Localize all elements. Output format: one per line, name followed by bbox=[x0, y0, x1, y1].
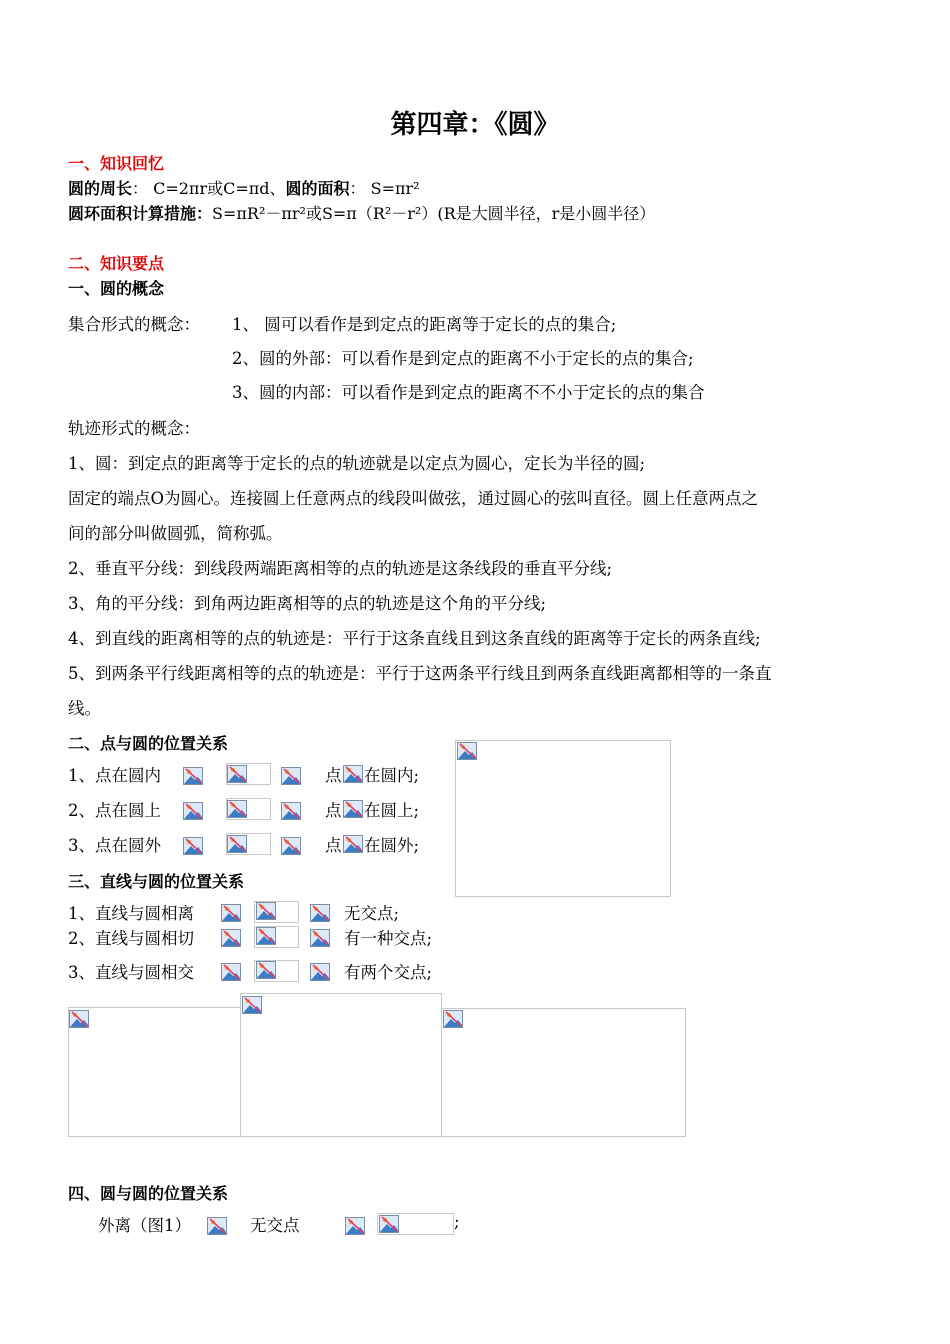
broken-image-icon bbox=[227, 835, 247, 853]
broken-image-icon bbox=[310, 904, 330, 922]
point-row-label: 2、点在圆上 bbox=[68, 801, 161, 820]
broken-image-icon bbox=[221, 963, 241, 981]
set-concept-label: 集合形式的概念： bbox=[68, 315, 200, 334]
area-label: 圆的面积 bbox=[285, 179, 350, 198]
figure-line-tangent bbox=[240, 993, 442, 1137]
circle-row-end: ; bbox=[454, 1212, 460, 1231]
subheading-point-circle: 二、点与圆的位置关系 bbox=[68, 734, 229, 753]
line-row-result: 无交点; bbox=[344, 904, 400, 923]
broken-image-icon bbox=[256, 961, 276, 979]
broken-image-icon bbox=[256, 902, 276, 920]
broken-image-icon bbox=[183, 837, 203, 855]
circle-row-result: 无交点 bbox=[250, 1216, 300, 1235]
ring-formula: S=πR²－πr²或S=π（R²－r²）(R是大圆半径，r是小圆半径） bbox=[212, 204, 656, 223]
figure-line-intersect bbox=[441, 1008, 686, 1137]
set-item: 3、圆的内部：可以看作是到定点的距离不不小于定长的点的集合 bbox=[232, 383, 705, 402]
ring-label: 圆环面积计算措施： bbox=[68, 204, 213, 223]
broken-image-icon bbox=[343, 800, 363, 818]
broken-image-icon bbox=[281, 802, 301, 820]
point-post: 在圆上; bbox=[364, 801, 420, 820]
subheading-circle-circle: 四、圆与圆的位置关系 bbox=[68, 1184, 229, 1203]
broken-image-icon bbox=[281, 767, 301, 785]
broken-image-icon bbox=[457, 742, 477, 760]
perimeter-label: 圆的周长 bbox=[68, 179, 133, 198]
perimeter-formula: ： C=2πr或C=πd、 bbox=[132, 179, 286, 198]
ring-area-line bbox=[68, 201, 655, 224]
page-title: 第四章：《圆》 bbox=[390, 110, 560, 140]
broken-image-icon bbox=[345, 1217, 365, 1235]
set-item: 1、 圆可以看作是到定点的距离等于定长的点的集合; bbox=[232, 315, 617, 334]
subheading-line-circle: 三、直线与圆的位置关系 bbox=[68, 872, 245, 891]
figure-point-circle bbox=[455, 740, 671, 897]
line-row-result: 有一种交点; bbox=[344, 929, 433, 948]
point-row-label: 3、点在圆外 bbox=[68, 836, 161, 855]
locus-line: 线。 bbox=[68, 699, 101, 718]
line-row-label: 1、直线与圆相离 bbox=[68, 904, 194, 923]
broken-image-icon bbox=[343, 835, 363, 853]
locus-line: 4、到直线的距离相等的点的轨迹是：平行于这条直线且到这条直线的距离等于定长的两条直线; bbox=[68, 629, 761, 648]
broken-image-icon bbox=[221, 929, 241, 947]
broken-image-icon bbox=[281, 837, 301, 855]
locus-line: 5、到两条平行线距离相等的点的轨迹是：平行于这两条平行线且到两条直线距离都相等的一条直 bbox=[68, 664, 772, 683]
figure-line-separate bbox=[68, 1007, 242, 1137]
broken-image-icon bbox=[443, 1010, 463, 1028]
locus-line: 1、圆：到定点的距离等于定长的点的轨迹就是以定点为圆心，定长为半径的圆; bbox=[68, 454, 646, 473]
locus-line: 3、角的平分线：到角两边距离相等的点的轨迹是这个角的平分线; bbox=[68, 594, 547, 613]
point-pre: 点 bbox=[325, 836, 342, 855]
broken-image-icon bbox=[221, 904, 241, 922]
broken-image-icon bbox=[227, 800, 247, 818]
perimeter-line bbox=[68, 176, 420, 199]
line-row-label: 2、直线与圆相切 bbox=[68, 929, 194, 948]
point-post: 在圆内; bbox=[364, 766, 420, 785]
point-row-label: 1、点在圆内 bbox=[68, 766, 161, 785]
locus-concept-label: 轨迹形式的概念： bbox=[68, 419, 200, 438]
broken-image-icon bbox=[207, 1217, 227, 1235]
broken-image-icon bbox=[183, 767, 203, 785]
broken-image-icon bbox=[227, 765, 247, 783]
locus-line: 间的部分叫做圆弧，简称弧。 bbox=[68, 524, 283, 543]
broken-image-icon bbox=[310, 963, 330, 981]
area-formula: ： S=πr² bbox=[349, 179, 420, 198]
locus-line: 固定的端点O为圆心。连接圆上任意两点的线段叫做弦，通过圆心的弦叫直径。圆上任意两点之 bbox=[68, 489, 759, 508]
broken-image-icon bbox=[379, 1215, 399, 1233]
broken-image-icon bbox=[310, 929, 330, 947]
point-post: 在圆外; bbox=[364, 836, 420, 855]
broken-image-icon bbox=[183, 802, 203, 820]
set-item: 2、圆的外部：可以看作是到定点的距离不小于定长的点的集合; bbox=[232, 349, 694, 368]
point-pre: 点 bbox=[325, 766, 342, 785]
broken-image-icon bbox=[242, 996, 262, 1014]
subheading-circle-concept: 一、圆的概念 bbox=[68, 279, 165, 298]
broken-image-icon bbox=[256, 927, 276, 945]
locus-line: 2、垂直平分线：到线段两端距离相等的点的轨迹是这条线段的垂直平分线; bbox=[68, 559, 613, 578]
section-heading-review: 一、知识回忆 bbox=[68, 154, 165, 173]
broken-image-icon bbox=[69, 1010, 89, 1028]
broken-image-icon bbox=[343, 765, 363, 783]
line-row-result: 有两个交点; bbox=[344, 963, 433, 982]
line-row-label: 3、直线与圆相交 bbox=[68, 963, 194, 982]
point-pre: 点 bbox=[325, 801, 342, 820]
circle-row-label: 外离（图1） bbox=[98, 1216, 191, 1235]
section-heading-key-points: 二、知识要点 bbox=[68, 254, 165, 273]
